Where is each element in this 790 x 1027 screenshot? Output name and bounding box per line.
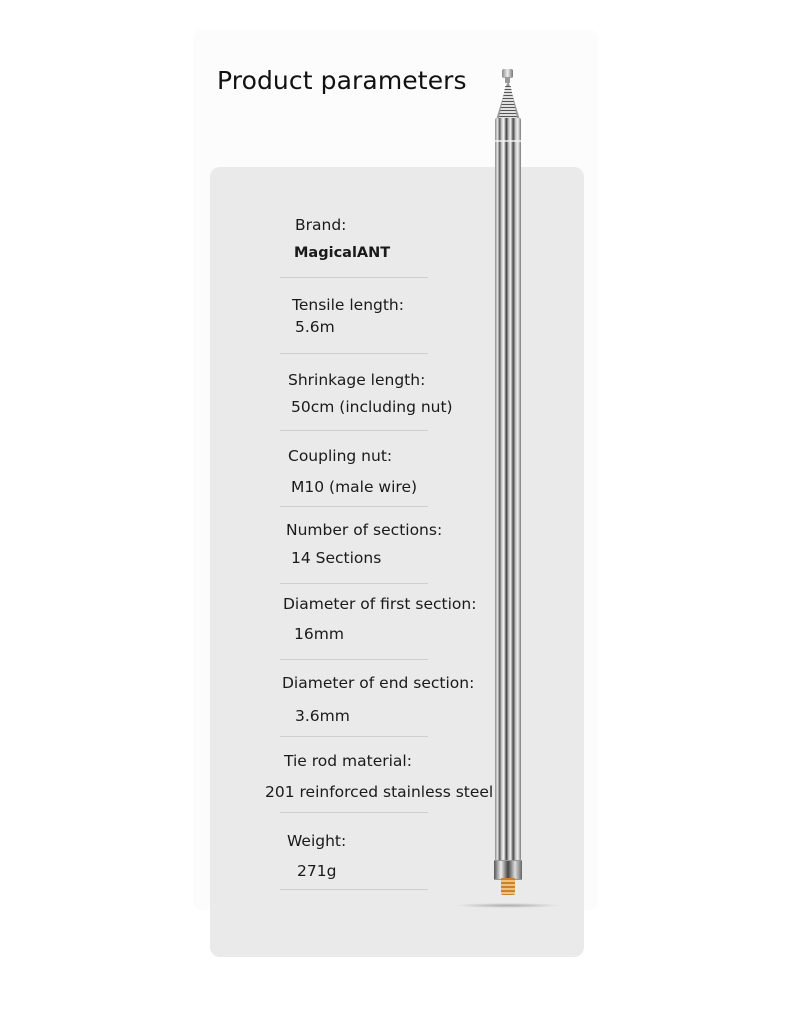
param-value: 3.6mm [295, 707, 350, 725]
param-value: 14 Sections [291, 549, 382, 567]
param-value: 271g [297, 862, 337, 880]
param-label: Weight: [287, 832, 347, 850]
divider [280, 889, 428, 890]
divider [280, 430, 428, 431]
parameters-card [210, 167, 584, 957]
param-value: 201 reinforced stainless steel [265, 783, 494, 801]
param-label: Diameter of first section: [283, 595, 477, 613]
page-title: Product parameters [217, 66, 467, 95]
divider [280, 659, 428, 660]
param-label: Brand: [295, 216, 347, 234]
param-value: 50cm (including nut) [291, 398, 453, 416]
divider [280, 353, 428, 354]
divider [280, 583, 428, 584]
param-label: Tie rod material: [284, 752, 412, 770]
param-value: 16mm [294, 625, 344, 643]
divider [280, 277, 428, 278]
param-label: Diameter of end section: [282, 674, 475, 692]
param-value: MagicalANT [294, 245, 391, 261]
antenna-shadow [455, 903, 560, 908]
param-label: Tensile length: [292, 296, 404, 314]
divider [280, 506, 428, 507]
divider [280, 812, 428, 813]
antenna-base-collar [494, 860, 522, 880]
antenna-thread [501, 878, 515, 895]
param-value: 5.6m [295, 318, 335, 336]
param-label: Shrinkage length: [288, 371, 426, 389]
param-value: M10 (male wire) [291, 478, 418, 496]
param-label: Coupling nut: [288, 447, 393, 465]
antenna-joint [495, 140, 521, 142]
param-label: Number of sections: [286, 521, 443, 539]
divider [280, 736, 428, 737]
antenna-rod [495, 118, 521, 875]
